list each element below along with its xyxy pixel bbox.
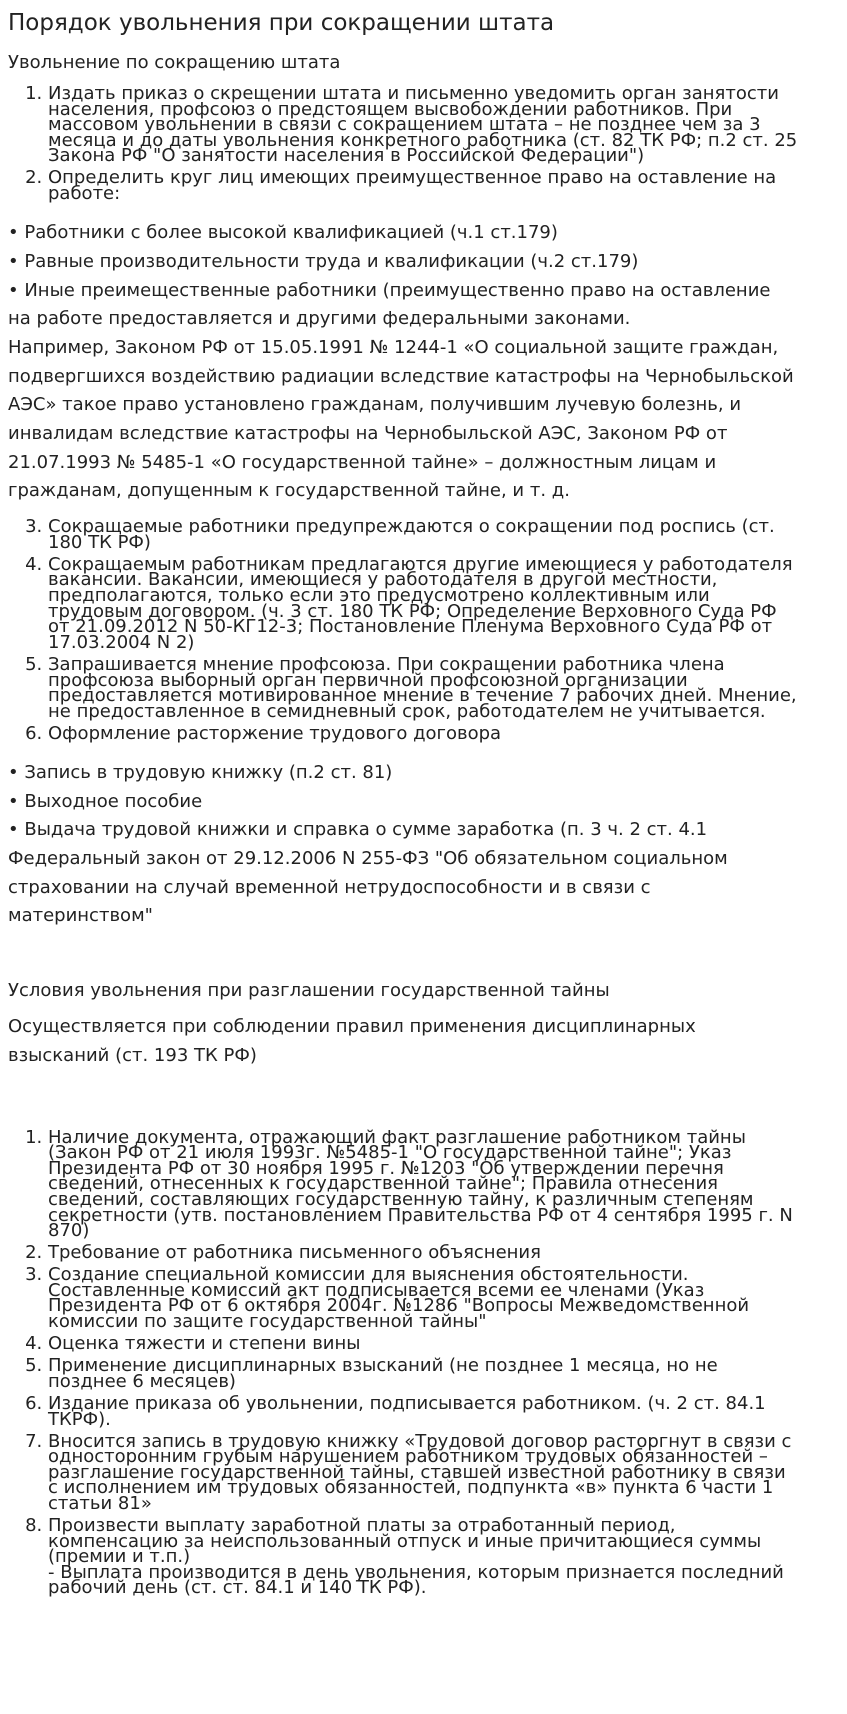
list-item (48, 1392, 839, 1433)
list-item-line: сведений, составляющих государственную тайну, к различным степеням (48, 1188, 754, 1210)
list-item-line: с исполнением им трудовых обязанностей, подпункта «в» пункта 6 части 1 (48, 1477, 774, 1499)
list-item-line: комиссии по защите государственной тайны" (48, 1311, 487, 1333)
paragraph-line: инвалидам вследствие катастрофы на Чернобыльской АЭС, Законом РФ от (8, 423, 728, 445)
bullet-item: • Выходное пособие (8, 790, 203, 812)
state-secret-steps-list (8, 1126, 839, 1602)
bullet-item: • Равные производительности труда и квалификации (ч.2 ст.179) (8, 250, 639, 272)
section-heading-state-secret: Условия увольнения при разглашении государственной тайны (8, 980, 610, 1002)
list-item-line: 5. Запрашивается мнение профсоюза. При сокращении работника члена (48, 653, 725, 675)
list-item (48, 1335, 839, 1357)
paragraph-line: материнством" (8, 905, 153, 927)
list-item-line: сведений, отнесенных к государственной тайне"; Правила отнесения (48, 1173, 718, 1195)
list-item (48, 553, 839, 656)
list-item-line: компенсацию за неиспользованный отпуск и иные причитающиеся суммы (48, 1530, 762, 1552)
list-item-line: 1. Издать приказ о скрещении штата и письменно уведомить орган занятости (48, 83, 779, 104)
list-item-line: 5. Применение дисциплинарных взысканий (не позднее 1 месяца, но не (48, 1355, 718, 1377)
list-item-line: 7. Вносится запись в трудовую книжку «Трудовой договор расторгнут в связи с (48, 1430, 792, 1452)
list-item-line: - Выплата производится в день увольнения, которым признается последний (48, 1561, 784, 1583)
list-item-line: месяца и до даты увольнения конкретного работника (ст. 82 ТК РФ; п.2 ст. 25 (48, 129, 798, 151)
reduction-steps-list-b (8, 518, 839, 747)
list-item-line: 870) (48, 1220, 90, 1242)
list-item-line: Президента РФ от 30 ноября 1995 г. №1203 "Об утверждении перечня (48, 1157, 724, 1179)
paragraph-line: 21.07.1993 № 5485-1 «О государственной тайне» – должностным лицам и (8, 451, 717, 473)
list-item (48, 1266, 839, 1335)
list-item-line: профсоюза выборный орган первичной профсоюзной организации (48, 669, 688, 691)
list-item-line: предоставляется мотивированное мнение в течение 7 рабочих дней. Мнение, (48, 685, 797, 707)
list-item-line: позднее 6 месяцев) (48, 1370, 236, 1392)
list-item (48, 1357, 839, 1395)
work-book-paragraph (8, 816, 839, 931)
list-item-line: населения, профсоюз о предстоящем высвобождении работников. При (48, 98, 733, 120)
paragraph-line: Федеральный закон от 29.12.2006 N 255-ФЗ "Об обязательном социальном (8, 848, 728, 870)
bullet-item: • Работники с более высокой квалификацией (ч.1 ст.179) (8, 222, 558, 244)
list-item-line: секретности (утв. постановлением Правительства РФ от 4 сентября 1995 г. N (48, 1204, 793, 1226)
list-item-line: (Закон РФ от 21 июля 1993г. №5485-1 "О государственной тайне"; Указ (48, 1142, 732, 1164)
list-item (48, 1430, 839, 1517)
list-item (48, 1517, 839, 1601)
list-item-line: разглашение государственной тайны, ставшей известной работнику в связи (48, 1461, 786, 1483)
list-item-line: 6. Издание приказа об увольнении, подписывается работником. (ч. 2 ст. 84.1 (48, 1392, 766, 1414)
list-item-line: трудовым договором. (ч. 3 ст. 180 ТК РФ; Определение Верховного Суда РФ (48, 600, 777, 622)
paragraph-line: Например, Законом РФ от 15.05.1991 № 1244-1 «О социальной защите граждан, (8, 336, 779, 358)
reduction-steps-list-a (8, 85, 839, 207)
paragraph-line: АЭС» такое право установлено гражданам, получившим лучевую болезнь, и (8, 394, 742, 416)
list-item-line: (премии и т.п.) (48, 1546, 191, 1568)
list-item-line: работе: (48, 183, 121, 205)
list-item-line: односторонним грубым нарушением работником трудовых обязанностей – (48, 1446, 768, 1468)
list-item-line: рабочий день (ст. ст. 84.1 и 140 ТК РФ). (48, 1577, 427, 1599)
list-item-line: 4. Оценка тяжести и степени вины (48, 1333, 361, 1355)
list-item-line: 180 ТК РФ) (48, 531, 151, 553)
list-item-line: 2. Требование от работника письменного объяснения (48, 1242, 541, 1264)
page-title: Порядок увольнения при сокращении штата (8, 10, 555, 36)
list-item-line: 3. Сокращаемые работники предупреждаются о сокращении под роспись (ст. (48, 516, 775, 538)
paragraph-line: на работе предоставляется и другими федеральными законами. (8, 308, 631, 330)
section-heading-reduction: Увольнение по сокращению штата (8, 52, 341, 73)
list-item (48, 722, 839, 747)
termination-bullets (8, 759, 839, 816)
list-item (48, 169, 839, 207)
paragraph-line: Осуществляется при соблюдении правил применения дисциплинарных (8, 1016, 696, 1038)
list-item (48, 653, 839, 725)
list-item-line: от 21.09.2012 N 50-КГ12-3; Постановление Пленума Верховного Суда РФ от (48, 616, 773, 638)
priority-bullets (8, 219, 839, 276)
paragraph-line: страховании на случай временной нетрудоспособности и в связи с (8, 876, 651, 898)
list-item-line: вакансии. Вакансии, имеющиеся у работодателя в другой местности, (48, 569, 718, 591)
state-secret-intro (8, 1013, 839, 1070)
bullet-item: • Запись в трудовую книжку (п.2 ст. 81) (8, 761, 393, 783)
list-item (48, 1244, 839, 1266)
paragraph-line: подвергшихся воздействию радиации вследствие катастрофы на Чернобыльской (8, 365, 794, 387)
list-item-line: 8. Произвести выплату заработной платы за отработанный период, (48, 1515, 676, 1537)
paragraph-line: взысканий (ст. 193 ТК РФ) (8, 1044, 257, 1066)
list-item (48, 85, 839, 169)
list-item-line: 3. Создание специальной комиссии для выяснения обстоятельности. (48, 1264, 689, 1286)
list-item-line: 2. Определить круг лиц имеющих преимущественное право на оставление на (48, 167, 777, 189)
list-item (48, 1126, 839, 1245)
list-item-line: 17.03.2004 N 2) (48, 631, 195, 653)
list-item-line: не предоставленное в семидневный срок, работодателем не учитывается. (48, 700, 766, 722)
list-item-line: Президента РФ от 6 октября 2004г. №1286 "Вопросы Межведомственной (48, 1295, 750, 1317)
list-item (48, 518, 839, 556)
list-item-line: 1. Наличие документа, отражающий факт разглашение работником тайны (48, 1126, 746, 1148)
paragraph-line: • Выдача трудовой книжки и справка о сумме заработка (п. 3 ч. 2 ст. 4.1 (8, 819, 708, 841)
list-item-line: 4. Сокращаемым работникам предлагаются другие имеющиеся у работодателя (48, 553, 793, 575)
list-item-line: Закона РФ "О занятости населения в Российской Федерации") (48, 145, 645, 167)
list-item-line: 6. Оформление расторжение трудового договора (48, 722, 502, 744)
paragraph-line: гражданам, допущенным к государственной тайне, и т. д. (8, 480, 570, 502)
list-item-line: Составленные комиссий акт подписывается всеми ее членами (Указ (48, 1279, 705, 1301)
list-item-line: статьи 81» (48, 1493, 152, 1514)
list-item-line: ТКРФ). (48, 1408, 111, 1430)
list-item-line: предполагаются, только если это предусмотрено коллективным или (48, 585, 710, 607)
list-item-line: массовом увольнении в связи с сокращением штата – не позднее чем за 3 (48, 114, 761, 136)
paragraph-line: • Иные преимещественные работники (преимущественно право на оставление (8, 279, 771, 301)
other-priority-paragraph (8, 277, 839, 507)
